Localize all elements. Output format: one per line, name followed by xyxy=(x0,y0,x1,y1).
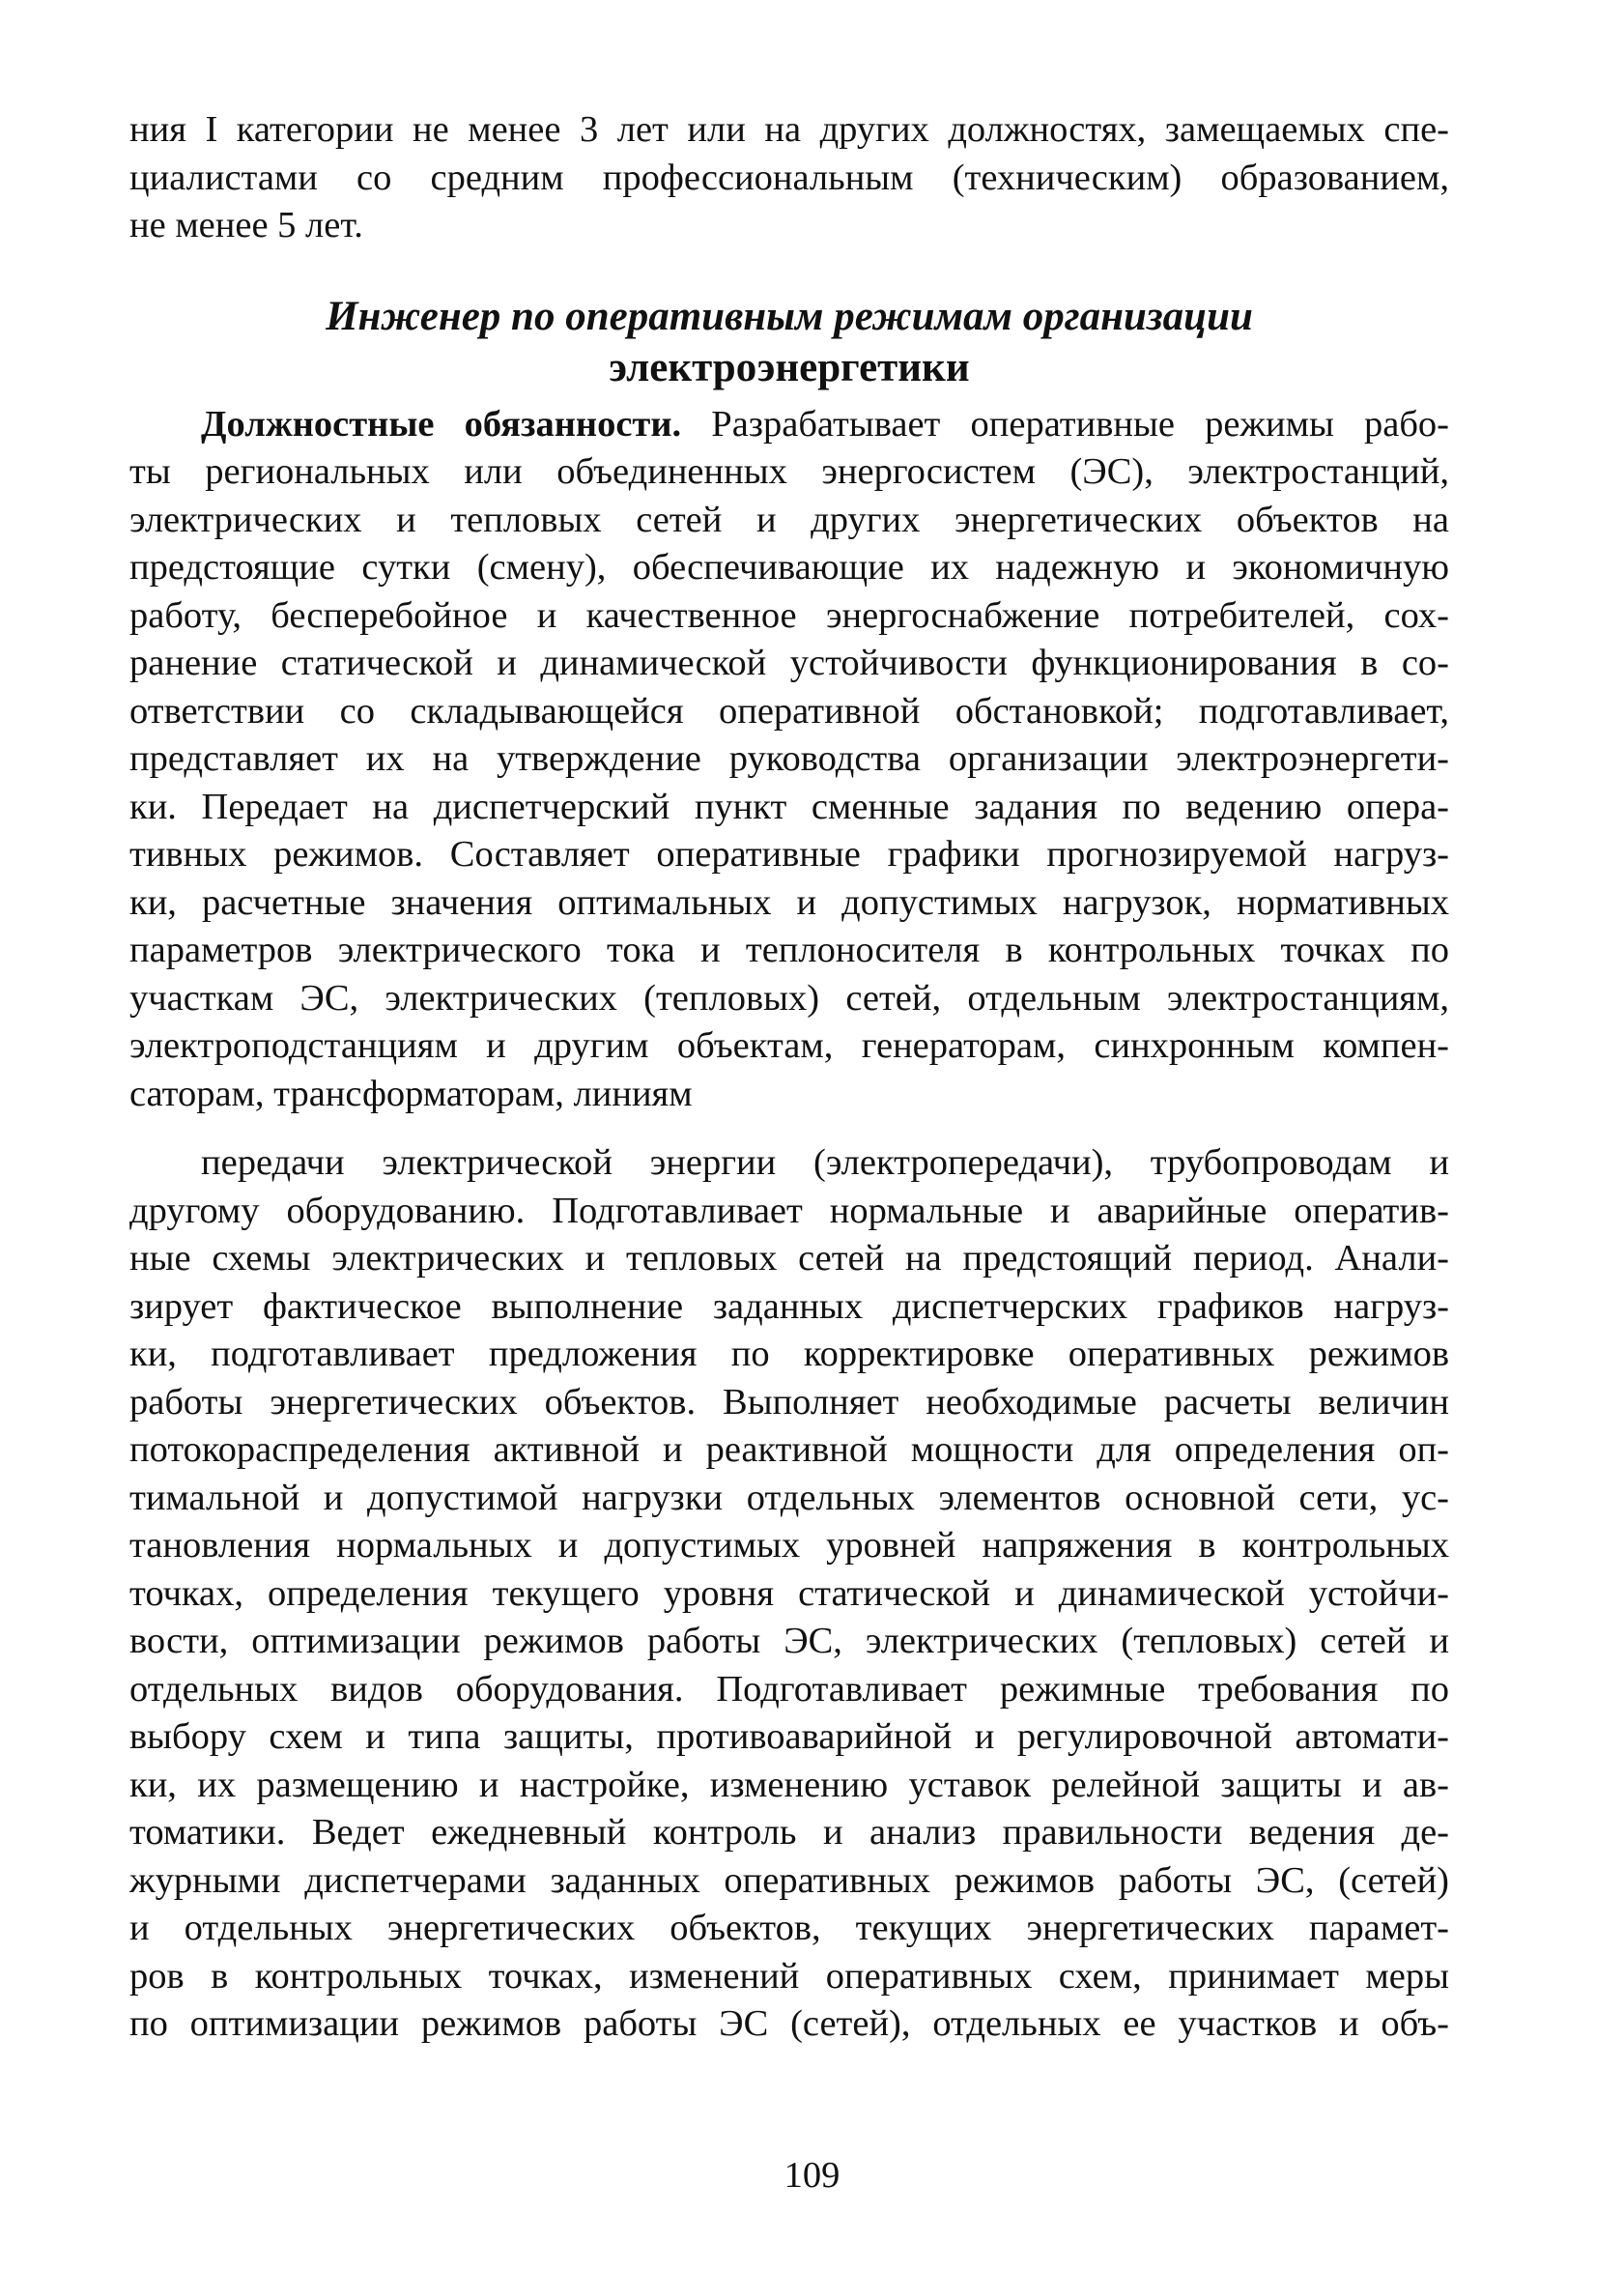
paragraph-line: тимальной и допустимой нагрузки отдельных элементов основной сети, ус- xyxy=(129,1477,1449,1518)
duties-lead-in: Должностные обязанности. xyxy=(201,403,682,445)
paragraph-line: ки, подготавливает предложения по корректировке оперативных режимов xyxy=(129,1334,1449,1374)
paragraph-line: ответствии со складывающейся оперативной обстановкой; подготавливает, xyxy=(129,690,1449,732)
paragraph-line: ранение статической и динамической устойчивости функционирования в со- xyxy=(129,643,1449,683)
heading-line-1: Инженер по оперативным режимам организации xyxy=(326,293,1253,339)
paragraph-line: работу, бесперебойное и качественное энергоснабжение потребителей, сох- xyxy=(129,594,1449,636)
paragraph-line: ты региональных или объединенных энергосистем (ЭС), электростанций, xyxy=(129,451,1449,492)
paragraph-line: электрических и тепловых сетей и других энергетических объектов на xyxy=(129,499,1449,540)
paragraph-line: участкам ЭС, электрических (тепловых) сетей, отдельным электростанциям, xyxy=(129,977,1449,1019)
paragraph-line: работы энергетических объектов. Выполняет необходимые расчеты величин xyxy=(129,1381,1449,1423)
paragraph-line: передачи электрической энергии (электропередачи), трубопроводам и xyxy=(201,1142,1449,1183)
paragraph-line: тивных режимов. Составляет оперативные графики прогнозируемой нагруз- xyxy=(129,834,1449,875)
paragraph-line: представляет их на утверждение руководства организации электроэнергети- xyxy=(129,738,1449,779)
paragraph-line: ные схемы электрических и тепловых сетей на предстоящий период. Анали- xyxy=(129,1238,1449,1279)
intro-line: циалистами со средним профессиональным (техническим) образованием, xyxy=(129,157,1449,198)
intro-paragraph xyxy=(129,106,1449,250)
intro-line: не менее 5 лет. xyxy=(129,205,363,245)
paragraph-line: ки, расчетные значения оптимальных и допустимых нагрузок, нормативных xyxy=(129,881,1449,923)
paragraph-line xyxy=(129,401,1449,449)
paragraph-line: ки. Передает на диспетчерский пункт сменные задания по ведению опера- xyxy=(129,786,1449,827)
paragraph-line: томатики. Ведет ежедневный контроль и анализ правильности ведения де- xyxy=(129,1812,1449,1853)
paragraph-line: выбору схем и типа защиты, противоаварийной и регулировочной автомати- xyxy=(129,1716,1449,1757)
paragraph-gap xyxy=(129,1118,1449,1139)
paragraph-line: ки, их размещению и настройке, изменению уставок релейной защиты и ав- xyxy=(129,1764,1449,1805)
paragraph-line: ров в контрольных точках, изменений оперативных схем, принимает меры xyxy=(129,1955,1449,1997)
intro-line: ния I категории не менее 3 лет или на других должностях, замещаемых спе- xyxy=(129,109,1449,150)
paragraph-line: точках, определения текущего уровня статической и динамической устойчи- xyxy=(129,1572,1449,1614)
paragraph-line: предстоящие сутки (смену), обеспечивающие их надежную и экономичную xyxy=(129,547,1449,588)
paragraph-line: и отдельных энергетических объектов, текущих энергетических парамет- xyxy=(129,1908,1449,1948)
heading-line-2: электроэнергетики xyxy=(609,344,970,390)
paragraph-line: по оптимизации режимов работы ЭС (сетей), отдельных ее участков и объ- xyxy=(129,2003,1449,2044)
paragraph-line: параметров электрического тока и теплоносителя в контрольных точках по xyxy=(129,930,1449,970)
paragraph-line: другому оборудованию. Подготавливает нормальные и аварийные оператив- xyxy=(129,1190,1449,1231)
duties-paragraph xyxy=(129,401,1449,1119)
continuation-paragraph xyxy=(129,1139,1449,2049)
paragraph-line: журными диспетчерами заданных оперативных режимов работы ЭС, (сетей) xyxy=(129,1859,1449,1901)
duties-first-line-text: Разрабатывает оперативные режимы рабо- xyxy=(681,403,1449,445)
paragraph-line: электроподстанциям и другим объектам, генераторам, синхронным компен- xyxy=(129,1025,1449,1066)
paragraph-line: отдельных видов оборудования. Подготавливает режимные требования по xyxy=(129,1668,1449,1710)
paragraph-line: потокораспределения активной и реактивной мощности для определения оп- xyxy=(129,1429,1449,1470)
paragraph-line: тановления нормальных и допустимых уровней напряжения в контрольных xyxy=(129,1525,1449,1566)
paragraph-line: зирует фактическое выполнение заданных диспетчерских графиков нагруз- xyxy=(129,1285,1449,1327)
paragraph-line: саторам, трансформаторам, линиям xyxy=(129,1073,693,1114)
section-heading xyxy=(129,291,1449,393)
page-number: 109 xyxy=(784,2155,840,2196)
paragraph-line: вости, оптимизации режимов работы ЭС, электрических (тепловых) сетей и xyxy=(129,1621,1449,1661)
page-body xyxy=(129,106,1449,2049)
